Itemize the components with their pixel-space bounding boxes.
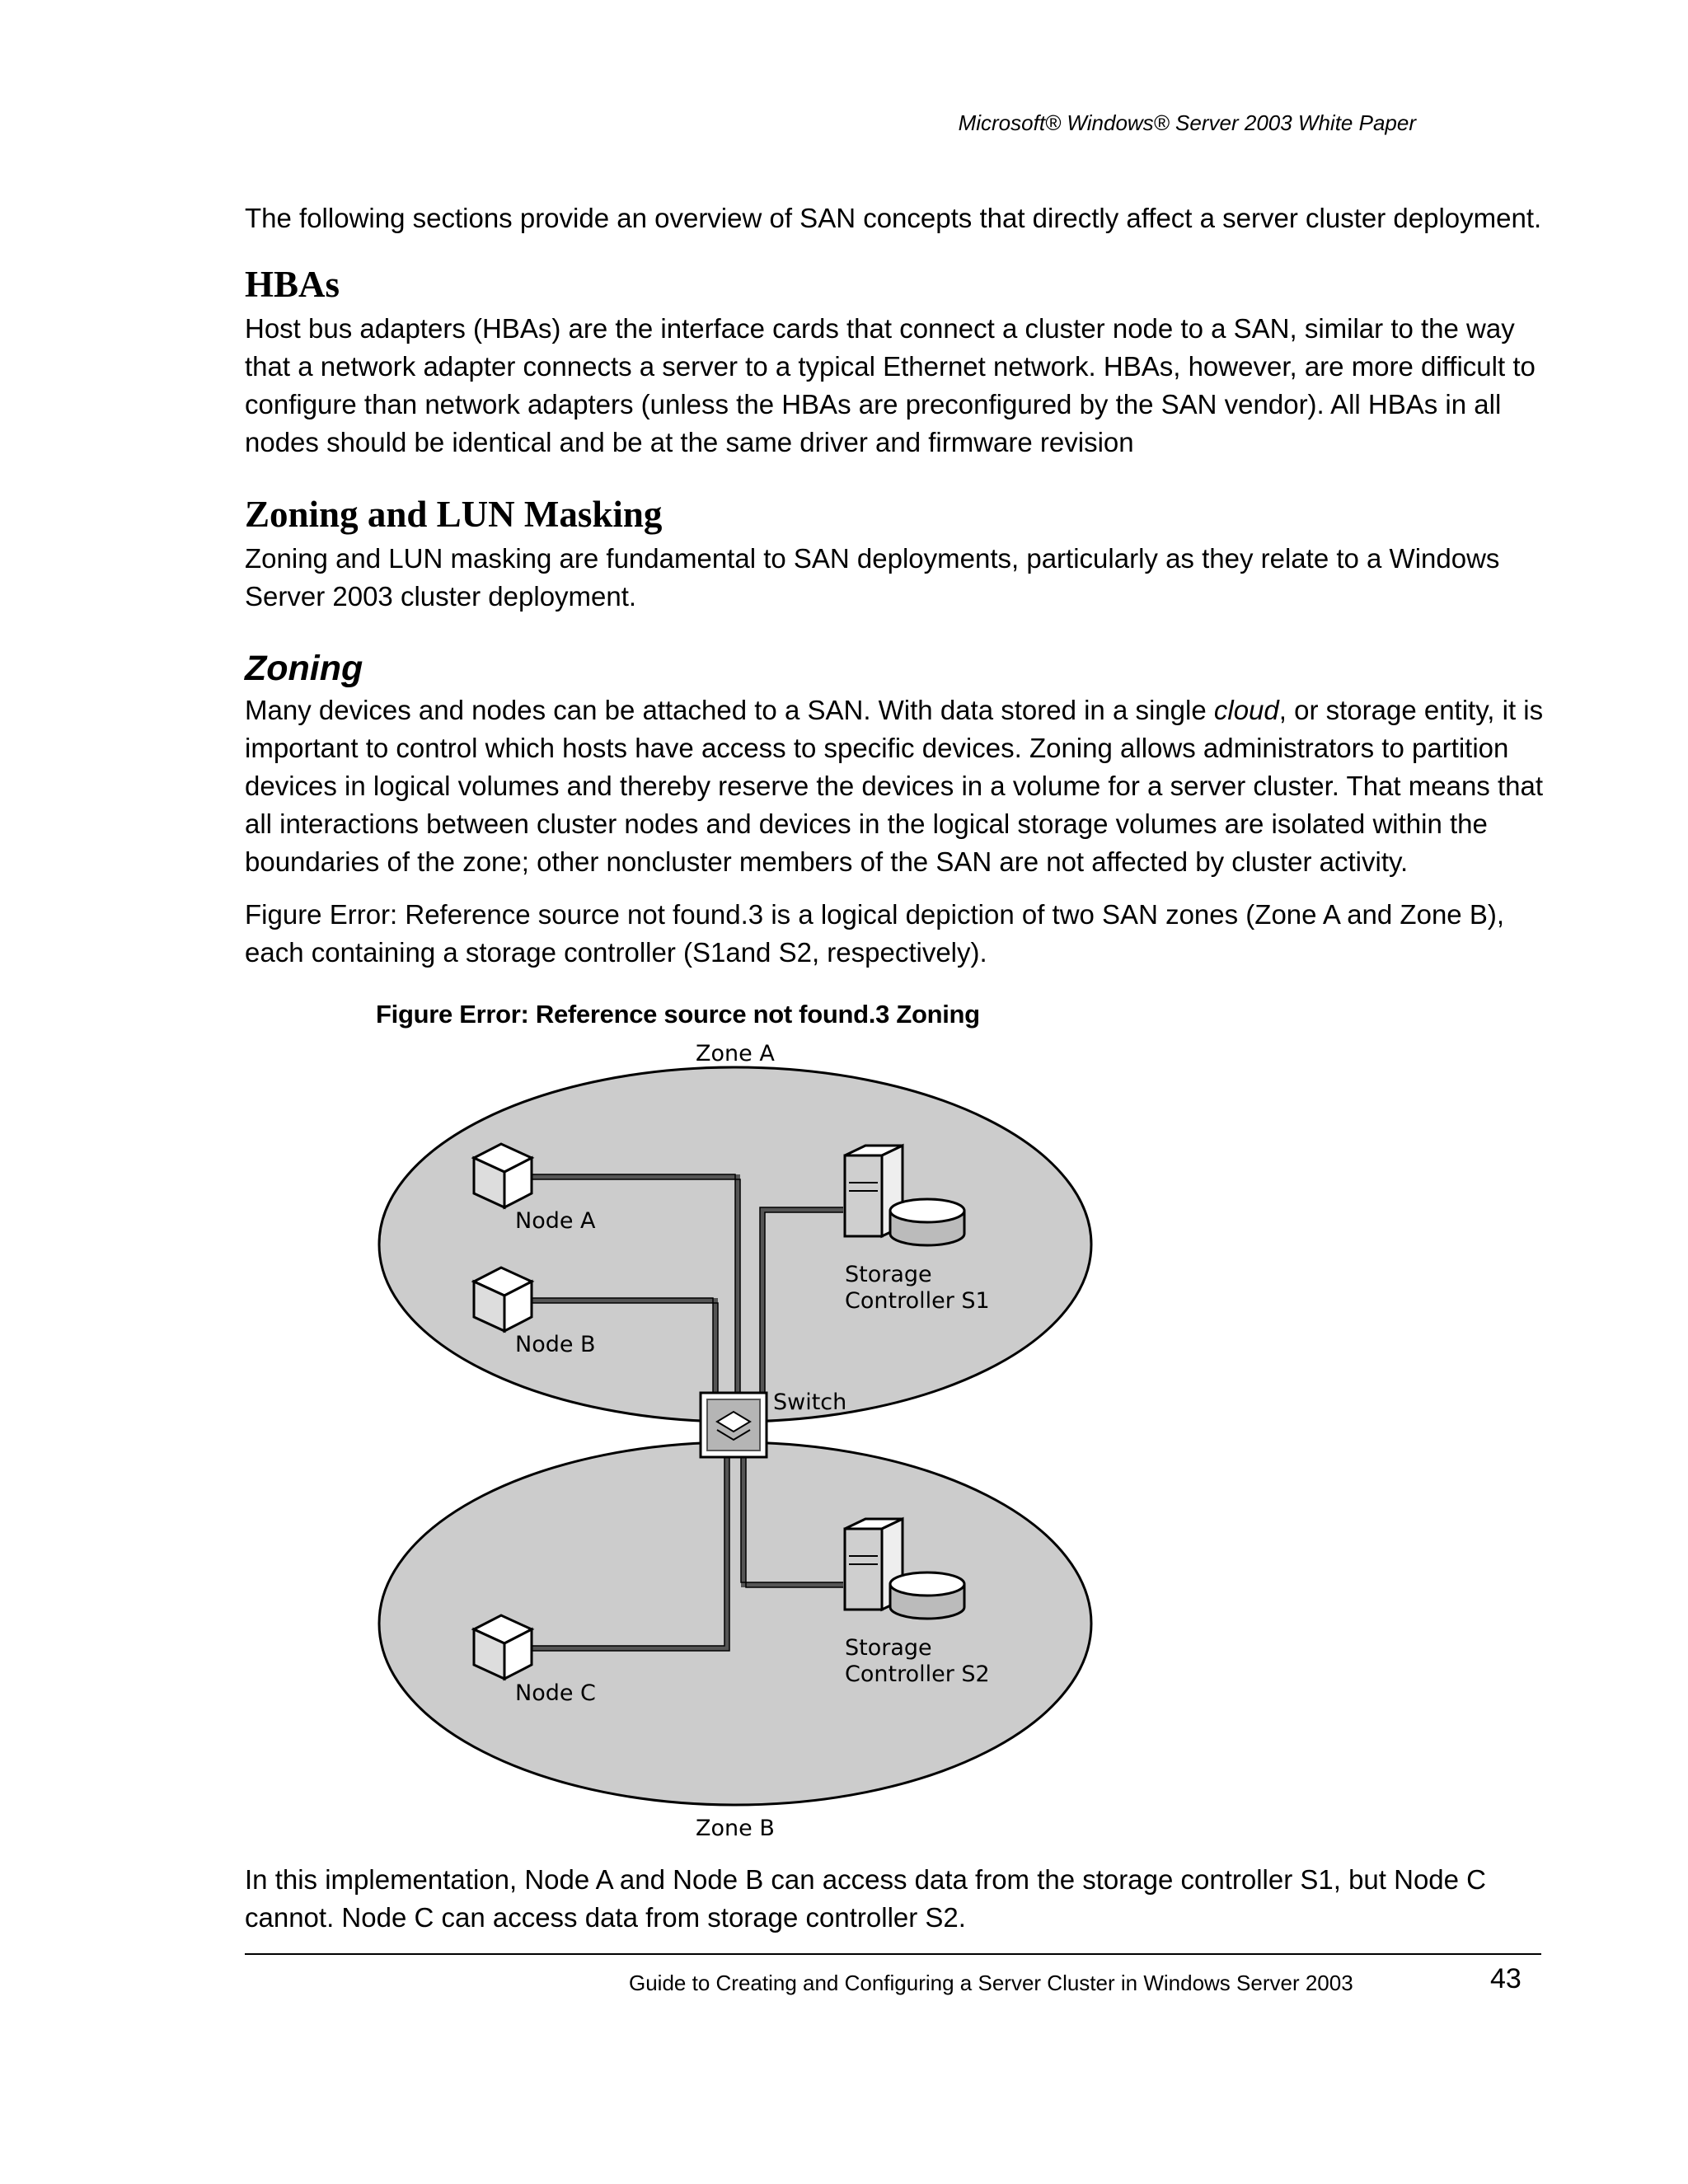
intro-paragraph: The following sections provide an overview of SAN concepts that directly affect a server cluster deployment. [245, 203, 1542, 233]
node-a-cube-icon [474, 1144, 532, 1207]
zoning-text-end: , or storage entity, it is important to control which hosts have access to specific devices. Zoning allows administrators to partition devices in logical volumes and thereby reserve the devices in a volume for a server cluster. That means that all interactions between cluster nodes and devices in the logical storage volumes are isolated within the boundaries of the zone; other noncluster members of the SAN are not affected by cluster activity. [245, 695, 1544, 877]
cloud-term: cloud [1213, 695, 1279, 725]
storage-s2-label-line2: Controller S2 [845, 1661, 990, 1687]
conclusion-paragraph: In this implementation, Node A and Node B can access data from the storage controller S1, but Node C cannot. Node C can access data from storage controller S2. [245, 1864, 1487, 1933]
switch-icon [701, 1393, 767, 1457]
node-a-label: Node A [515, 1208, 596, 1234]
zoning-lun-section [245, 492, 1564, 616]
footer-divider [245, 1953, 1541, 1955]
node-c-label: Node C [515, 1680, 596, 1706]
hbas-paragraph: Host bus adapters (HBAs) are the interface cards that connect a cluster node to a SAN, similar to the way that a network adapter connects a server to a typical Ethernet network. HBAs, however, are more difficult to configure than network adapters (unless the HBAs are preconfigured by the SAN vendor). All HBAs in all nodes should be identical and be at the same driver and firmware revision [245, 313, 1536, 457]
storage-s1-label-line1: Storage [845, 1262, 932, 1287]
zoning-diagram [363, 1034, 1137, 1850]
footer-title: Guide to Creating and Configuring a Server Cluster in Windows Server 2003 [629, 1971, 1353, 1995]
zone-a-label: Zone A [696, 1041, 775, 1066]
switch-label: Switch [773, 1390, 847, 1415]
storage-s2-label-line1: Storage [845, 1635, 932, 1661]
node-c-cube-icon [474, 1615, 532, 1679]
intro-section [245, 199, 1564, 237]
zone-b-label: Zone B [696, 1816, 775, 1841]
zoning-paragraph [245, 691, 1564, 881]
figure-caption: Figure Error: Reference source not found.3 Zoning [376, 1000, 980, 1029]
figure-reference-paragraph: Figure Error: Reference source not found.3 is a logical depiction of two SAN zones (Zone A and Zone B), each containing a storage controller (S1and S2, respectively). [245, 899, 1504, 968]
storage-s1-label-line2: Controller S1 [845, 1288, 990, 1314]
node-b-cube-icon [474, 1268, 532, 1331]
hbas-section [245, 262, 1564, 462]
zoning-lun-paragraph: Zoning and LUN masking are fundamental to SAN deployments, particularly as they relate to a Windows Server 2003 cluster deployment. [245, 543, 1500, 612]
page-number: 43 [1490, 1963, 1522, 1994]
node-b-label: Node B [515, 1332, 596, 1357]
zoning-text-start: Many devices and nodes can be attached to a SAN. With data stored in a single [245, 695, 1214, 725]
zoning-heading: Zoning [245, 649, 363, 688]
hbas-heading: HBAs [245, 264, 340, 305]
zoning-lun-heading: Zoning and LUN Masking [245, 494, 663, 535]
zoning-section [245, 647, 1564, 972]
conclusion-section [245, 1861, 1564, 1937]
running-header: Microsoft® Windows® Server 2003 White Paper [958, 110, 1416, 135]
